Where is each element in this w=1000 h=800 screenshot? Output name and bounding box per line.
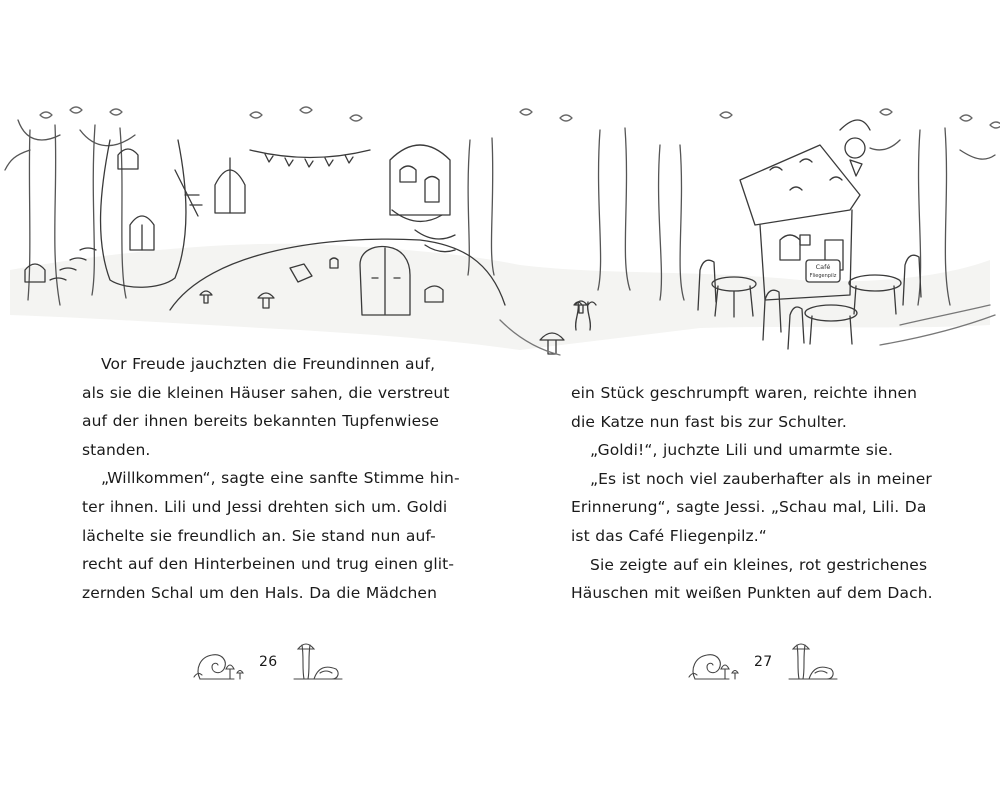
right-page-folio [685, 636, 841, 688]
snail-mushroom-ornament-icon [685, 639, 745, 685]
text-line: auf der ihnen bereits bekannten Tupfenwiese [82, 412, 440, 431]
leaves-icon [40, 107, 1000, 128]
text-line: Häuschen mit weißen Punkten auf dem Dach. [571, 584, 933, 603]
mushroom-leaf-ornament-icon [781, 639, 841, 685]
text-line: recht auf den Hinterbeinen und trug einen glit- [82, 555, 455, 574]
page-number: 26 [259, 654, 278, 670]
cafe-sign-line-1: Café [815, 263, 831, 271]
text-line: standen. [82, 440, 151, 459]
cafe-sign-line-2: Fliegenpilz [809, 273, 837, 279]
forest-scene-icon [0, 100, 1000, 370]
text-line: ist das Café Fliegenpilz.“ [571, 526, 767, 545]
text-line: ein Stück geschrumpft waren, reichte ihnen [571, 384, 918, 402]
text-line: Vor Freude jauchzten die Freundinnen auf, [101, 355, 436, 373]
tree-house-icon [215, 158, 245, 213]
text-line: die Katze nun fast bis zur Schulter. [571, 412, 847, 431]
lantern-icon [840, 120, 870, 176]
text-line: „Willkommen“, sagte eine sanfte Stimme hin- [101, 469, 460, 488]
text-line: Sie zeigte auf ein kleines, rot gestrichenes [590, 555, 928, 574]
right-page-text [571, 379, 931, 608]
text-line: „Goldi!“, juchzte Lili und umarmte sie. [590, 441, 893, 460]
text-line: Erinnerung“, sagte Jessi. „Schau mal, Lili. Da [571, 498, 927, 517]
left-page-folio [190, 636, 346, 688]
left-page-text [82, 350, 460, 607]
mushroom-leaf-ornament-icon [286, 639, 346, 685]
text-line: lächelte sie freundlich an. Sie stand nun auf- [82, 526, 436, 545]
text-line: zernden Schal um den Hals. Da die Mädchen [82, 583, 437, 602]
forest-illustration [0, 100, 1000, 370]
bunting-icon [250, 150, 370, 167]
text-line: „Es ist noch viel zauberhafter als in meiner [590, 469, 932, 488]
tree-house-icon [390, 145, 455, 252]
text-line: ter ihnen. Lili und Jessi drehten sich um. Goldi [82, 497, 448, 516]
text-line: als sie die kleinen Häuser sahen, die verstreut [82, 383, 450, 402]
page-number: 27 [754, 654, 773, 670]
snail-mushroom-ornament-icon [190, 639, 250, 685]
